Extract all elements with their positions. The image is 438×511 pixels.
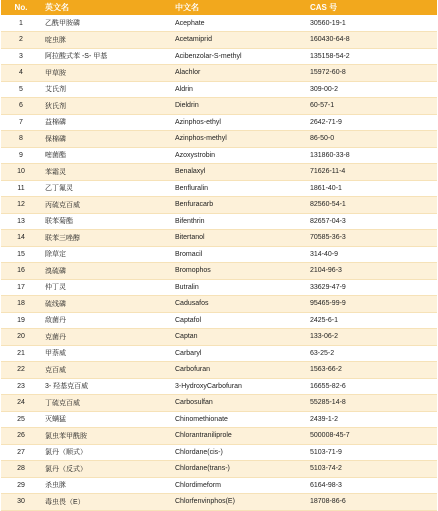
- row-name-en: Chlorfenvinphos(E): [175, 498, 235, 506]
- row-name-en: Bromophos: [175, 267, 211, 275]
- pesticide-table: [1, 0, 437, 511]
- table-row: [1, 312, 437, 329]
- table-row: [1, 15, 437, 32]
- row-name-cn: 益棉磷: [45, 119, 66, 127]
- table-row: [1, 362, 437, 379]
- row-name-cn: 丙硫克百威: [45, 201, 80, 209]
- table-row: [1, 114, 437, 131]
- row-name-cn: 丁硫克百威: [45, 399, 80, 407]
- table-row: [1, 329, 437, 346]
- row-cas: 82560-54-1: [310, 201, 346, 209]
- row-name-en: Benfluralin: [175, 184, 209, 192]
- row-name-en: Acetamiprid: [175, 36, 212, 44]
- row-cas: 309-00-2: [310, 85, 339, 93]
- header-name-en: 中文名: [175, 3, 199, 12]
- row-cas: 63-25-2: [310, 349, 335, 357]
- row-cas: 5103-71-9: [310, 448, 342, 456]
- row-cas: 160430-64-8: [310, 36, 350, 44]
- row-no: 27: [17, 448, 25, 456]
- row-no: 1: [19, 19, 23, 27]
- row-no: 2: [19, 36, 23, 44]
- header-row: [1, 0, 437, 15]
- row-name-en: Carbosulfan: [175, 399, 213, 407]
- table-row: [1, 411, 437, 428]
- row-no: 22: [17, 366, 25, 374]
- table-row: [1, 180, 437, 197]
- row-no: 5: [19, 85, 23, 93]
- table-row: [1, 131, 437, 148]
- row-no: 20: [17, 333, 25, 341]
- row-name-cn: 克菌丹: [45, 333, 66, 341]
- row-no: 6: [19, 102, 23, 110]
- row-name-en: Chlordane(cis-): [175, 448, 223, 456]
- row-no: 17: [17, 283, 25, 291]
- table-row: [1, 230, 437, 247]
- table-row: [1, 494, 437, 511]
- row-cas: 95465-99-9: [310, 300, 346, 308]
- row-cas: 2425-6-1: [310, 316, 339, 324]
- row-cas: 131860-33-8: [310, 151, 350, 159]
- row-no: 4: [19, 69, 23, 77]
- row-no: 24: [17, 399, 25, 407]
- row-no: 8: [19, 135, 23, 143]
- table-row: [1, 147, 437, 164]
- row-cas: 33629-47-9: [310, 283, 346, 291]
- table-row: [1, 345, 437, 362]
- row-no: 28: [17, 465, 25, 473]
- row-name-cn: 敌菌丹: [45, 317, 66, 325]
- row-name-cn: 阿拉酸式苯 -S- 甲基: [45, 53, 108, 61]
- row-no: 7: [19, 118, 23, 126]
- row-name-en: 3-HydroxyCarbofuran: [175, 382, 242, 390]
- row-name-cn: 灭螨猛: [45, 416, 66, 424]
- table-header: [1, 0, 437, 15]
- row-cas: 82657-04-3: [310, 217, 346, 225]
- row-name-en: Butralin: [175, 283, 199, 291]
- row-name-en: Dieldrin: [175, 102, 199, 110]
- row-cas: 135158-54-2: [310, 52, 350, 60]
- row-name-en: Chlordimeform: [175, 481, 221, 489]
- row-name-cn: 联苯菊酯: [45, 218, 73, 226]
- row-cas: 18708-86-6: [310, 498, 346, 506]
- table-row: [1, 213, 437, 230]
- row-name-en: Acibenzolar-S-methyl: [175, 52, 242, 60]
- row-no: 21: [17, 349, 25, 357]
- row-name-cn: 乙酰甲胺磷: [45, 20, 80, 27]
- row-name-cn: 艾氏剂: [45, 86, 66, 94]
- table-row: [1, 65, 437, 82]
- table-row: [1, 164, 437, 181]
- table-row: [1, 263, 437, 280]
- row-name-en: Acephate: [175, 19, 205, 27]
- row-name-cn: 氯虫苯甲酰胺: [45, 432, 87, 440]
- row-cas: 70585-36-3: [310, 234, 346, 242]
- row-name-en: Azinphos-methyl: [175, 135, 227, 143]
- table-row: [1, 246, 437, 263]
- row-no: 18: [17, 300, 25, 308]
- row-cas: 314-40-9: [310, 250, 339, 258]
- row-cas: 16655-82-6: [310, 382, 346, 390]
- row-name-cn: 氯丹（顺式）: [45, 449, 87, 457]
- row-cas: 2104-96-3: [310, 267, 342, 275]
- table-row: [1, 395, 437, 412]
- row-no: 9: [19, 151, 23, 159]
- row-name-cn: 溴硫磷: [45, 267, 66, 275]
- row-no: 11: [17, 184, 25, 192]
- row-no: 29: [17, 481, 25, 489]
- row-name-en: Benalaxyl: [175, 168, 206, 176]
- table-row: [1, 444, 437, 461]
- row-name-cn: 除草定: [45, 251, 66, 259]
- row-cas: 30560-19-1: [310, 19, 346, 27]
- row-cas: 60-57-1: [310, 102, 335, 110]
- table-row: [1, 32, 437, 49]
- row-name-cn: 啶虫脒: [45, 36, 66, 44]
- row-cas: 500008-45-7: [310, 432, 350, 440]
- row-cas: 1861-40-1: [310, 184, 342, 192]
- row-name-cn: 仲丁灵: [45, 284, 66, 292]
- row-cas: 2642-71-9: [310, 118, 342, 126]
- row-cas: 6164-98-3: [310, 481, 342, 489]
- row-name-cn: 甲萘威: [45, 350, 66, 358]
- row-cas: 5103-74-2: [310, 465, 342, 473]
- row-name-cn: 狄氏剂: [45, 102, 66, 110]
- row-no: 15: [17, 250, 25, 258]
- row-no: 10: [17, 168, 25, 176]
- row-no: 16: [17, 267, 25, 275]
- table-row: [1, 48, 437, 65]
- row-cas: 15972-60-8: [310, 69, 346, 77]
- row-name-en: Bromacil: [175, 250, 203, 258]
- row-name-cn: 3- 羟基克百威: [45, 383, 89, 391]
- row-name-cn: 毒虫畏（E）: [45, 498, 85, 506]
- row-cas: 55285-14-8: [310, 399, 346, 407]
- row-name-en: Bifenthrin: [175, 217, 205, 225]
- row-name-cn: 苯霜灵: [45, 168, 66, 176]
- row-name-en: Captafol: [175, 316, 202, 324]
- row-name-cn: 保棉磷: [45, 135, 66, 143]
- row-name-en: Alachlor: [175, 69, 201, 77]
- row-no: 12: [17, 201, 25, 209]
- table-row: [1, 378, 437, 395]
- row-no: 23: [17, 382, 25, 390]
- row-name-en: Chlorantraniliprole: [175, 432, 232, 440]
- row-name-en: Chinomethionate: [175, 415, 228, 423]
- row-no: 25: [17, 415, 25, 423]
- row-name-en: Azoxystrobin: [175, 151, 216, 159]
- row-no: 30: [17, 498, 25, 506]
- row-name-en: Carbofuran: [175, 366, 211, 374]
- header-cas: CAS 号: [310, 3, 338, 12]
- table-row: [1, 98, 437, 115]
- table-row: [1, 197, 437, 214]
- row-name-en: Aldrin: [175, 85, 193, 93]
- header-no: No.: [14, 3, 28, 12]
- row-name-cn: 乙丁氟灵: [45, 185, 73, 193]
- row-no: 3: [19, 52, 23, 60]
- row-name-en: Cadusafos: [175, 300, 209, 308]
- table-row: [1, 477, 437, 494]
- row-no: 13: [17, 217, 25, 225]
- row-name-cn: 联苯三唑醇: [45, 234, 80, 242]
- row-cas: 86-50-0: [310, 135, 335, 143]
- header-name-cn: 英文名: [45, 3, 69, 12]
- row-cas: 71626-11-4: [310, 168, 346, 176]
- row-name-en: Bitertanol: [175, 234, 205, 242]
- row-name-cn: 克百威: [45, 366, 66, 374]
- table-row: [1, 461, 437, 478]
- table-row: [1, 428, 437, 445]
- row-name-en: Benfuracarb: [175, 201, 214, 209]
- table-row: [1, 279, 437, 296]
- row-name-en: Chlordane(trans-): [175, 465, 230, 473]
- row-name-cn: 硫线磷: [45, 300, 66, 308]
- row-no: 19: [17, 316, 25, 324]
- table-body: [1, 15, 437, 510]
- row-name-en: Captan: [175, 333, 198, 341]
- row-name-en: Azinphos-ethyl: [175, 118, 221, 126]
- row-name-cn: 嘧菌酯: [45, 152, 66, 160]
- row-name-cn: 甲草胺: [45, 69, 66, 77]
- row-no: 26: [17, 432, 25, 440]
- row-cas: 1563-66-2: [310, 366, 342, 374]
- row-cas: 133-06-2: [310, 333, 339, 341]
- table-row: [1, 296, 437, 313]
- table-row: [1, 81, 437, 98]
- row-no: 14: [17, 234, 25, 242]
- row-name-en: Carbaryl: [175, 349, 202, 357]
- row-name-cn: 杀虫脒: [45, 482, 66, 490]
- row-name-cn: 氯丹（反式）: [45, 465, 87, 473]
- row-cas: 2439-1-2: [310, 415, 339, 423]
